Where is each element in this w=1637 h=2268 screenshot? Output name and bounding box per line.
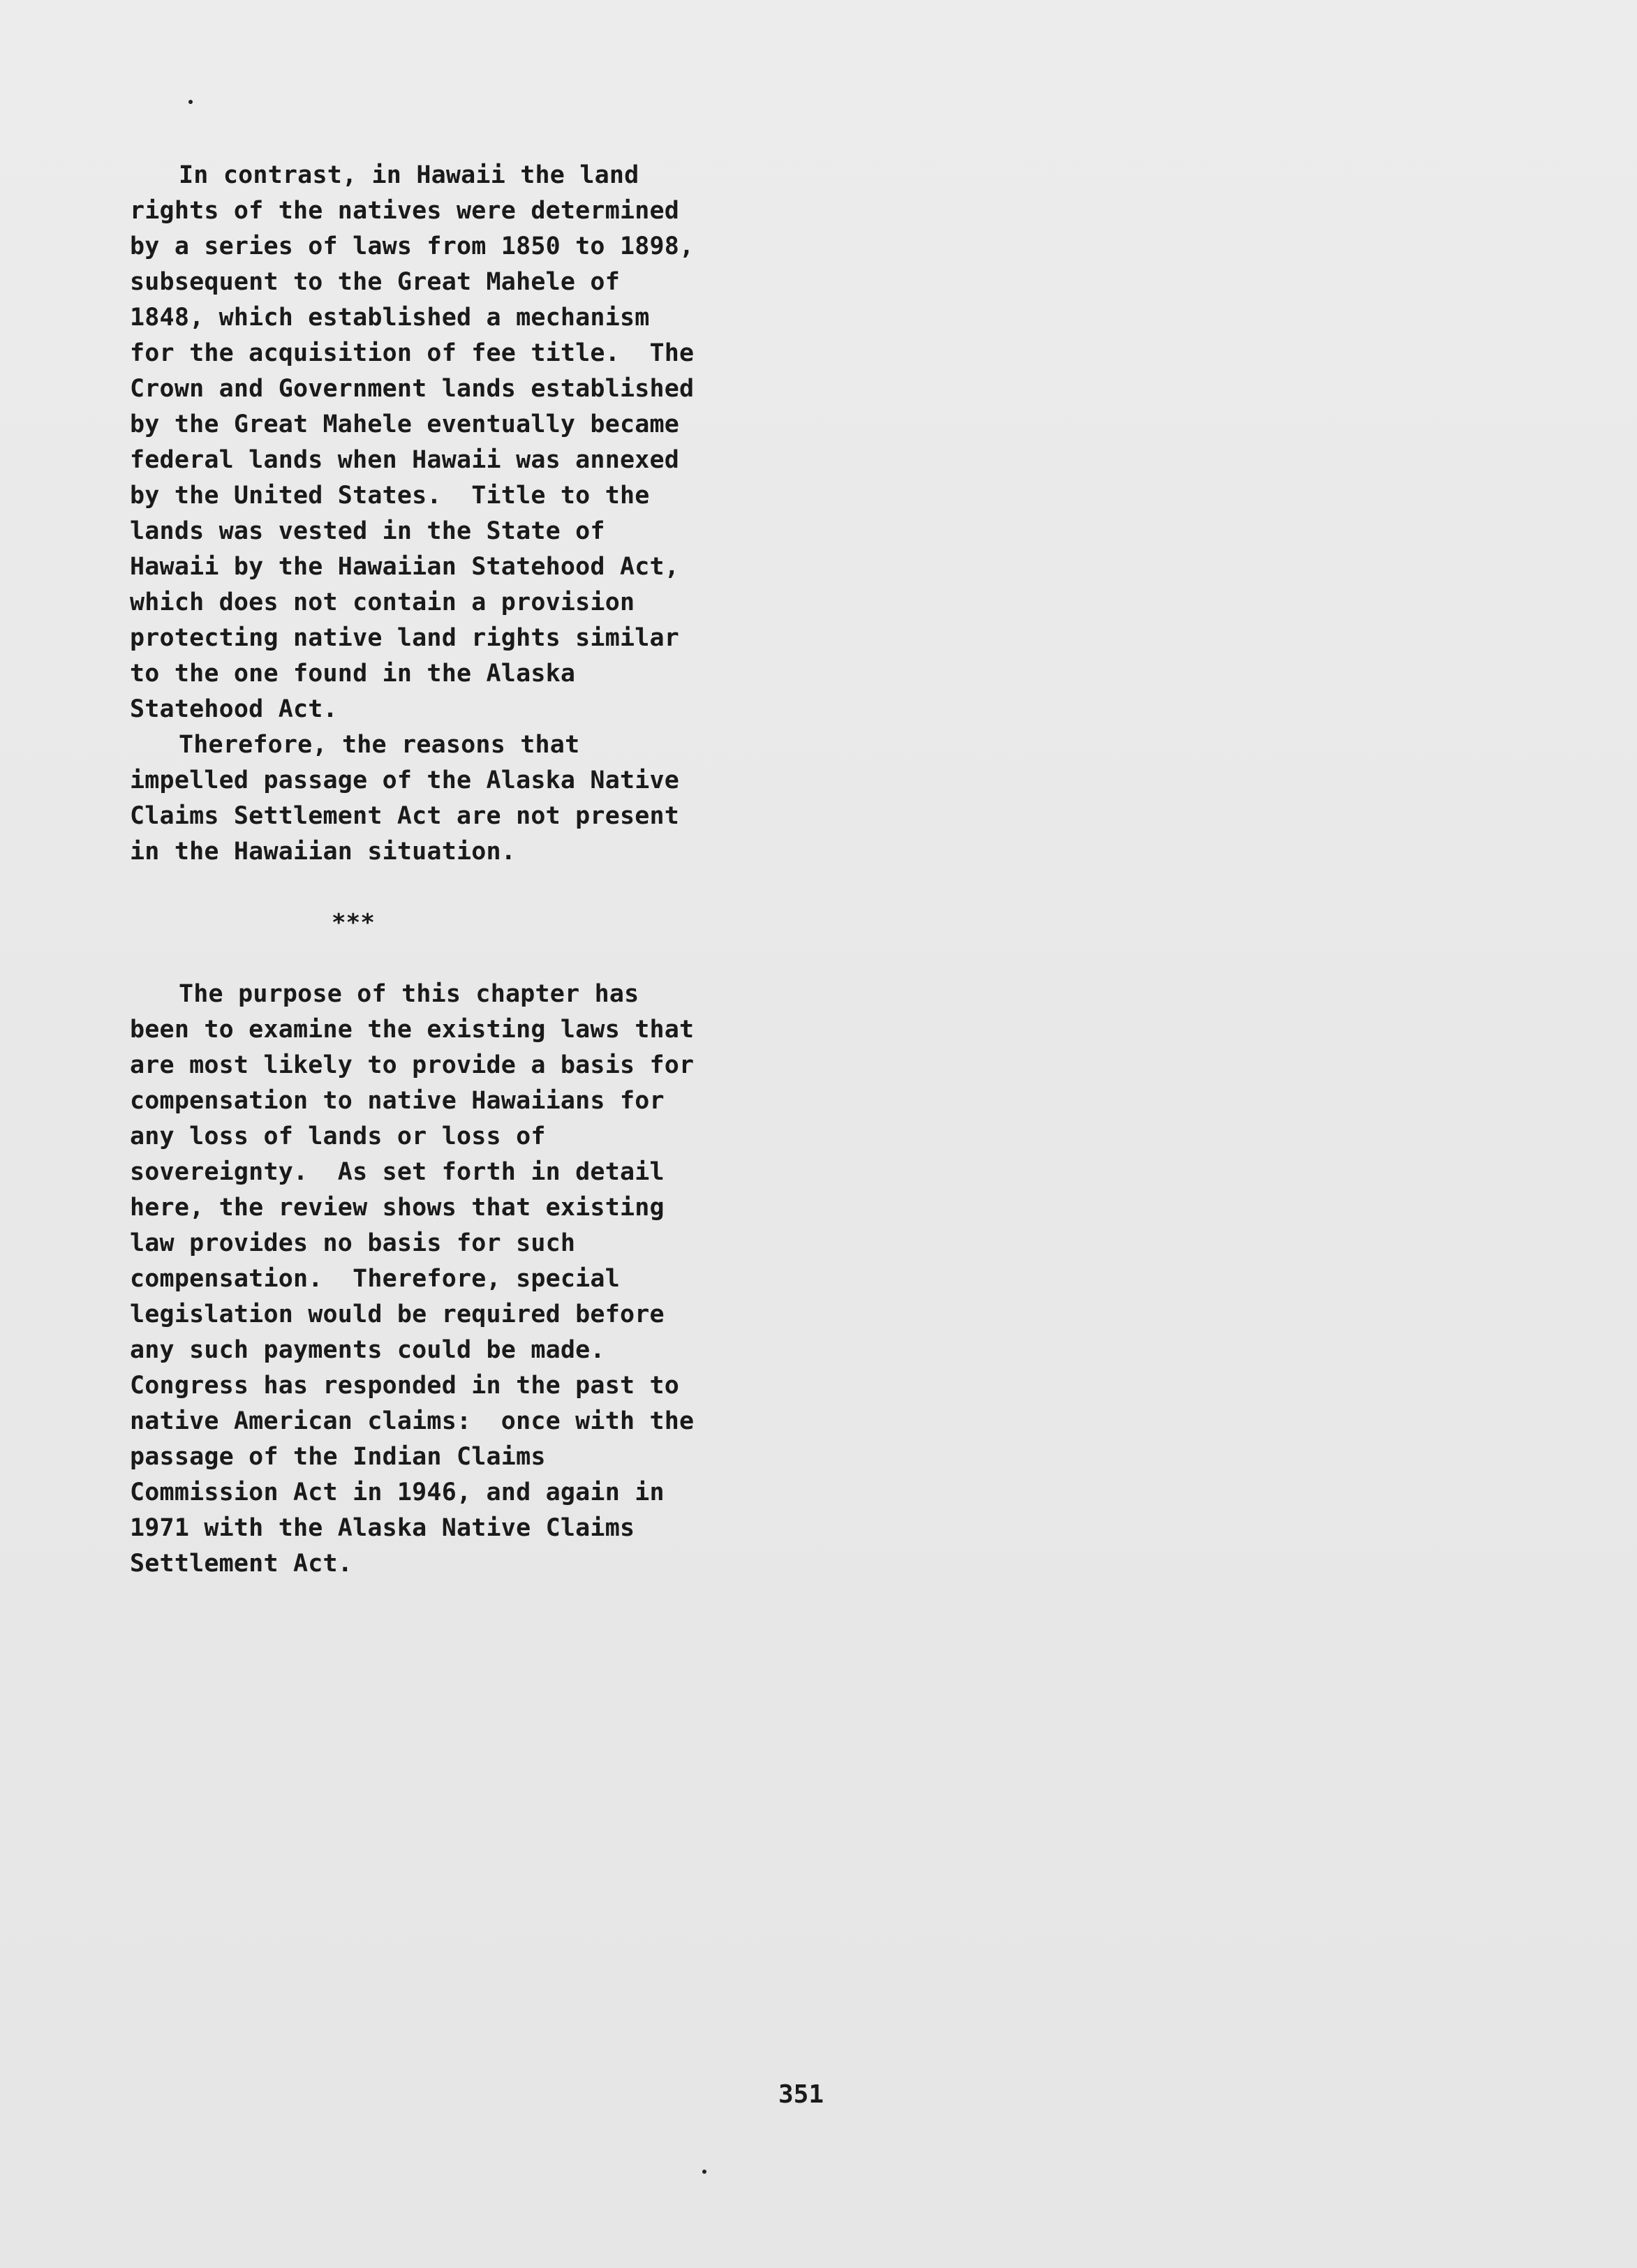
text-line: any such payments could be made. — [130, 1336, 605, 1364]
scan-speck — [188, 100, 193, 104]
text-line: been to examine the existing laws that — [130, 1016, 695, 1044]
text-line: to the one found in the Alaska — [130, 660, 576, 688]
text-line: protecting native land rights similar — [130, 624, 680, 652]
text-line: which does not contain a provision — [130, 588, 635, 616]
text-line: rights of the natives were determined — [130, 197, 680, 225]
spacer — [130, 941, 800, 977]
text-line: subsequent to the Great Mahele of — [130, 268, 620, 296]
text-column — [130, 158, 800, 1582]
text-line: compensation. Therefore, special — [130, 1265, 620, 1293]
text-line: federal lands when Hawaii was annexed — [130, 446, 680, 474]
text-line: Statehood Act. — [130, 695, 338, 723]
text-line: legislation would be required before — [130, 1300, 665, 1328]
paragraph-purpose — [130, 977, 800, 1582]
text-line: Hawaii by the Hawaiian Statehood Act, — [130, 553, 680, 581]
text-line: any loss of lands or loss of — [130, 1122, 546, 1150]
text-line: by the Great Mahele eventually became — [130, 410, 680, 438]
text-line: compensation to native Hawaiians for — [130, 1087, 665, 1115]
text-line: by the United States. Title to the — [130, 482, 650, 510]
scan-speck — [702, 2170, 706, 2174]
text-line: here, the review shows that existing — [130, 1194, 665, 1222]
paragraph-contrast — [130, 158, 800, 727]
text-line: The purpose of this chapter has — [179, 980, 639, 1008]
text-line: Claims Settlement Act are not present — [130, 802, 680, 830]
text-line: for the acquisition of fee title. The — [130, 339, 695, 367]
text-line: impelled passage of the Alaska Native — [130, 766, 680, 794]
text-line: Settlement Act. — [130, 1550, 353, 1578]
text-line: Crown and Government lands established — [130, 375, 695, 403]
text-line: sovereignty. As set forth in detail — [130, 1158, 665, 1186]
text-line: in the Hawaiian situation. — [130, 838, 517, 866]
text-line: by a series of laws from 1850 to 1898, — [130, 232, 695, 260]
show-through-texture — [803, 168, 1536, 2122]
paragraph-therefore — [130, 727, 800, 870]
text-line: native American claims: once with the — [130, 1407, 695, 1435]
text-line: Therefore, the reasons that — [179, 731, 580, 759]
text-line: law provides no basis for such — [130, 1229, 576, 1257]
page-number: 351 — [778, 2080, 824, 2109]
text-line: Commission Act in 1946, and again in — [130, 1478, 665, 1506]
text-line: passage of the Indian Claims — [130, 1443, 546, 1471]
text-line: are most likely to provide a basis for — [130, 1051, 695, 1079]
section-separator: *** — [331, 909, 375, 937]
text-line: In contrast, in Hawaii the land — [179, 161, 639, 189]
text-line: 1848, which established a mechanism — [130, 304, 650, 332]
text-line: lands was vested in the State of — [130, 517, 605, 545]
text-line: Congress has responded in the past to — [130, 1372, 680, 1400]
spacer — [130, 870, 800, 905]
text-line: 1971 with the Alaska Native Claims — [130, 1514, 635, 1542]
